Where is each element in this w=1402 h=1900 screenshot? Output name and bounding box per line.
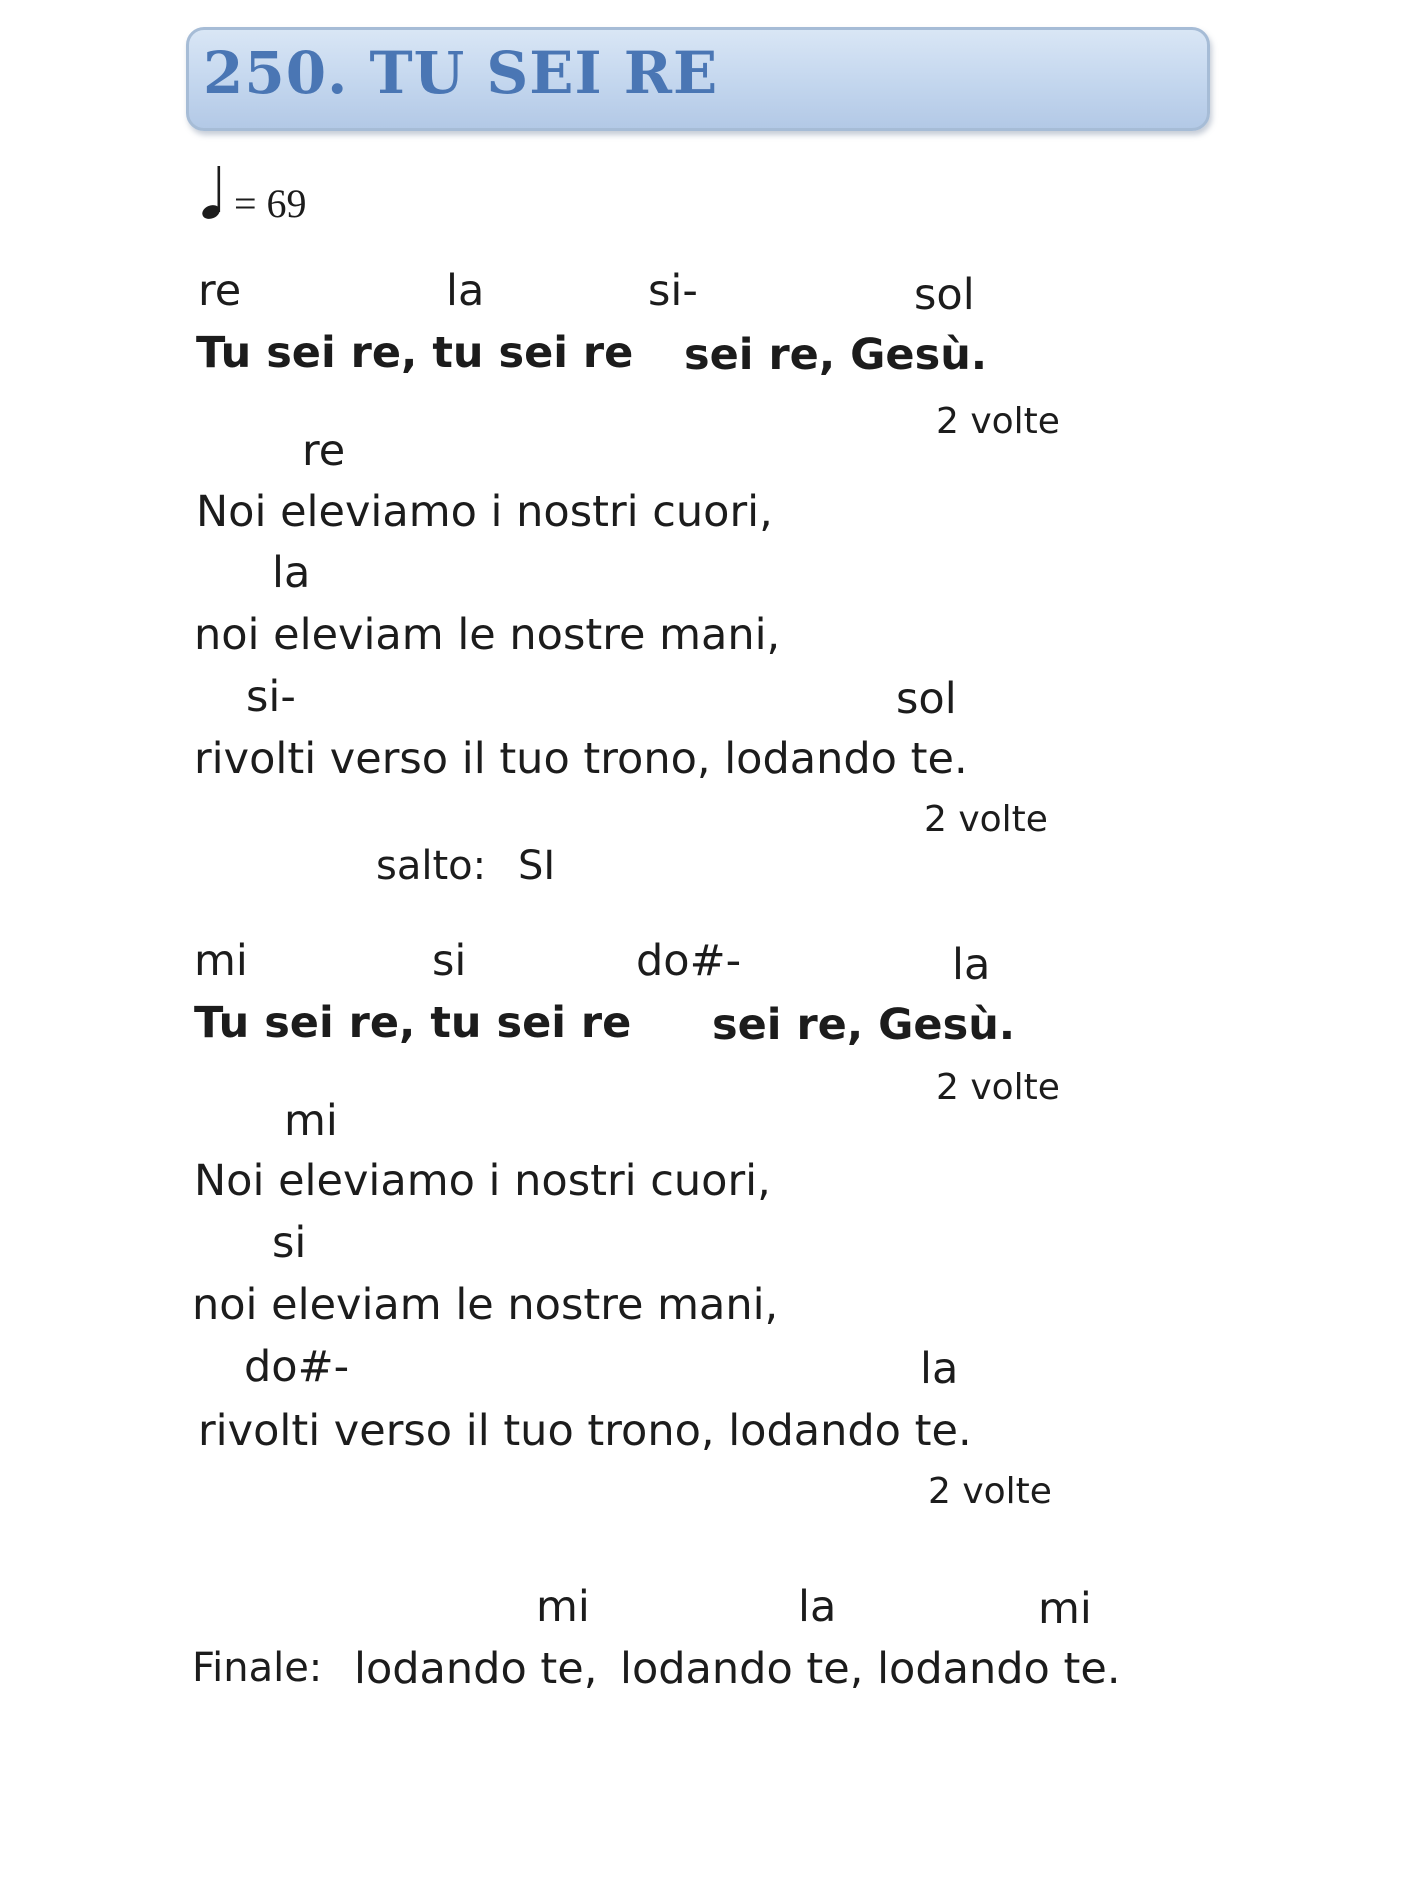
refrain-line-a: Tu sei re, tu sei re bbox=[196, 328, 634, 378]
salto-value: SI bbox=[518, 843, 556, 889]
verse-line: noi eleviam le nostre mani, bbox=[194, 610, 781, 660]
chord: la bbox=[272, 548, 311, 598]
verse-line: rivolti verso il tuo trono, lodando te. bbox=[194, 734, 968, 784]
chord: la bbox=[920, 1344, 959, 1394]
chord: sol bbox=[914, 270, 975, 320]
refrain-line-b: sei re, Gesù. bbox=[712, 1000, 1016, 1050]
chord: la bbox=[952, 940, 991, 990]
verse-line: Noi eleviamo i nostri cuori, bbox=[194, 1156, 771, 1206]
tempo-marking bbox=[200, 160, 360, 230]
chord: si- bbox=[246, 672, 296, 722]
refrain-line-b: sei re, Gesù. bbox=[684, 330, 988, 380]
chord: do#- bbox=[244, 1342, 350, 1392]
repeat-mark: 2 volte bbox=[928, 1471, 1052, 1512]
tempo-value: = 69 bbox=[234, 181, 307, 226]
salto-label: salto: bbox=[376, 843, 487, 889]
chord: si bbox=[432, 936, 467, 986]
verse-line: rivolti verso il tuo trono, lodando te. bbox=[198, 1406, 972, 1456]
quarter-note-icon bbox=[200, 160, 230, 224]
chord: la bbox=[798, 1582, 837, 1632]
verse-line: noi eleviam le nostre mani, bbox=[192, 1280, 779, 1330]
finale-line: lodando te, bbox=[354, 1644, 598, 1694]
chord: do#- bbox=[636, 936, 742, 986]
finale-label: Finale: bbox=[192, 1645, 323, 1691]
chord: sol bbox=[896, 674, 957, 724]
chord: mi bbox=[284, 1096, 338, 1146]
title-banner bbox=[186, 27, 1210, 131]
chord: si bbox=[272, 1218, 307, 1268]
chord: mi bbox=[1038, 1584, 1092, 1634]
chord: si- bbox=[648, 266, 698, 316]
refrain-line-a: Tu sei re, tu sei re bbox=[194, 998, 632, 1048]
chord: re bbox=[302, 426, 346, 476]
repeat-mark: 2 volte bbox=[924, 799, 1048, 840]
song-title: 250. TU SEI RE bbox=[203, 39, 719, 107]
verse-line: Noi eleviamo i nostri cuori, bbox=[196, 487, 773, 537]
chord: re bbox=[198, 266, 242, 316]
repeat-mark: 2 volte bbox=[936, 1067, 1060, 1108]
repeat-mark: 2 volte bbox=[936, 401, 1060, 442]
chord: mi bbox=[536, 1582, 590, 1632]
finale-line: lodando te, lodando te. bbox=[620, 1644, 1121, 1694]
chord: la bbox=[446, 266, 485, 316]
chord: mi bbox=[194, 936, 248, 986]
